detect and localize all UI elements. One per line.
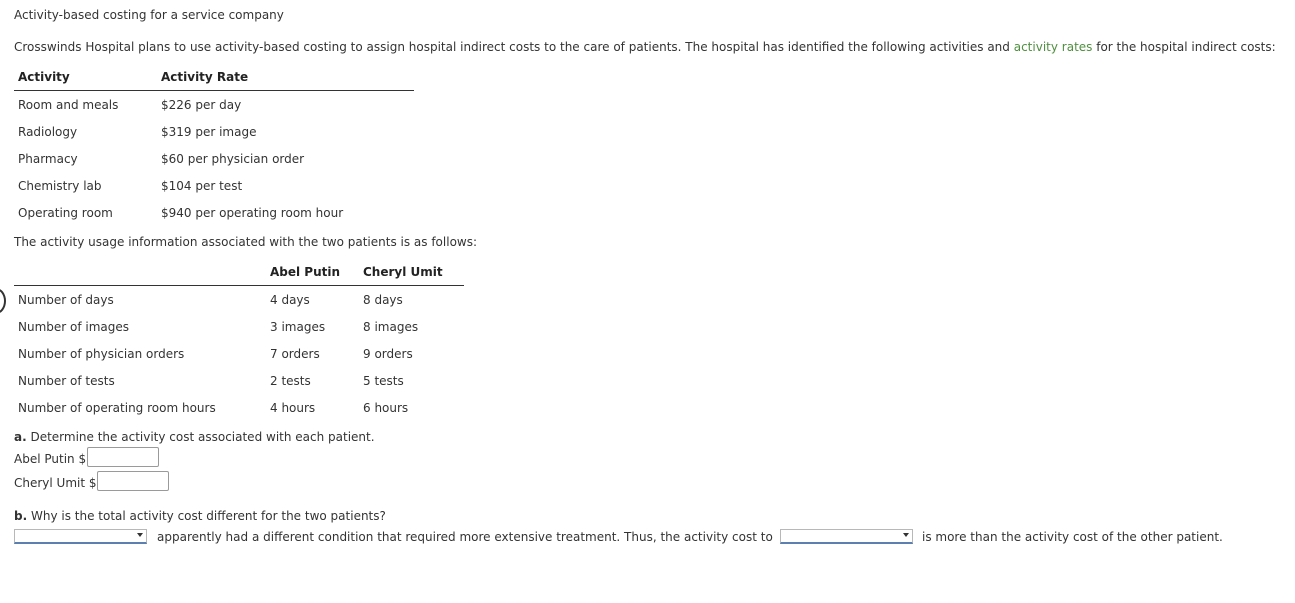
- question-b-text: Why is the total activity cost different for the two patients?: [27, 509, 386, 523]
- usage-row-cheryl: 9 orders: [363, 347, 413, 361]
- question-b: [14, 509, 386, 523]
- usage-row-cheryl: 8 images: [363, 320, 419, 334]
- usage-header-abel: Abel Putin: [270, 265, 341, 279]
- rates-row-activity: Chemistry lab: [18, 179, 102, 193]
- question-a-letter: a.: [14, 430, 27, 444]
- activity-rates-link[interactable]: activity rates: [1013, 40, 1093, 54]
- rates-row-rate: $60 per physician order: [161, 152, 305, 166]
- question-b-letter: b.: [14, 509, 28, 523]
- rates-row-rate: $104 per test: [161, 179, 243, 193]
- usage-row-label: Number of tests: [18, 374, 115, 388]
- usage-row-cheryl: 6 hours: [363, 401, 409, 415]
- usage-row-abel: 2 tests: [270, 374, 311, 388]
- rates-row-rate: $319 per image: [161, 125, 257, 139]
- chevron-down-icon: [903, 533, 909, 537]
- rates-row-activity: Radiology: [18, 125, 78, 139]
- intro-text-before: Crosswinds Hospital plans to use activity-based costing to assign hospital indirect costs to the care of patients. The hospital has identified the following activities and: [14, 40, 1014, 54]
- rates-header-divider: [14, 90, 414, 91]
- rates-row-activity: Pharmacy: [18, 152, 78, 166]
- usage-row-label: Number of images: [18, 320, 130, 334]
- intro-text-after: for the hospital indirect costs:: [1092, 40, 1276, 54]
- usage-row-cheryl: 5 tests: [363, 374, 404, 388]
- scroll-marker: [0, 288, 6, 314]
- usage-row-label: Number of operating room hours: [18, 401, 216, 415]
- question-b-middle-text: apparently had a different condition that required more extensive treatment. Thus, the activity cost to: [157, 530, 773, 544]
- patient-dropdown-2[interactable]: [780, 529, 913, 544]
- cheryl-cost-label: Cheryl Umit $: [14, 476, 97, 490]
- chevron-down-icon: [137, 533, 143, 537]
- usage-intro: The activity usage information associated with the two patients is as follows:: [14, 235, 478, 249]
- usage-row-cheryl: 8 days: [363, 293, 403, 307]
- usage-row-abel: 7 orders: [270, 347, 320, 361]
- rates-header-activity: Activity: [18, 70, 70, 84]
- page-title: Activity-based costing for a service company: [14, 8, 284, 22]
- usage-header-cheryl: Cheryl Umit: [363, 265, 443, 279]
- usage-row-label: Number of days: [18, 293, 114, 307]
- usage-header-divider: [14, 285, 464, 286]
- abel-cost-input[interactable]: [87, 447, 159, 467]
- rates-row-rate: $226 per day: [161, 98, 242, 112]
- usage-row-label: Number of physician orders: [18, 347, 185, 361]
- usage-row-abel: 3 images: [270, 320, 326, 334]
- cheryl-cost-input[interactable]: [97, 471, 169, 491]
- usage-row-abel: 4 days: [270, 293, 310, 307]
- abel-cost-label: Abel Putin $: [14, 452, 87, 466]
- rates-row-activity: Operating room: [18, 206, 113, 220]
- rates-row-rate: $940 per operating room hour: [161, 206, 344, 220]
- usage-row-abel: 4 hours: [270, 401, 316, 415]
- patient-dropdown-1[interactable]: [14, 529, 147, 544]
- question-b-end-text: is more than the activity cost of the other patient.: [922, 530, 1223, 544]
- question-a: [14, 430, 375, 444]
- question-a-text: Determine the activity cost associated with each patient.: [26, 430, 375, 444]
- intro-paragraph: [14, 40, 1276, 54]
- rates-header-rate: Activity Rate: [161, 70, 249, 84]
- rates-row-activity: Room and meals: [18, 98, 119, 112]
